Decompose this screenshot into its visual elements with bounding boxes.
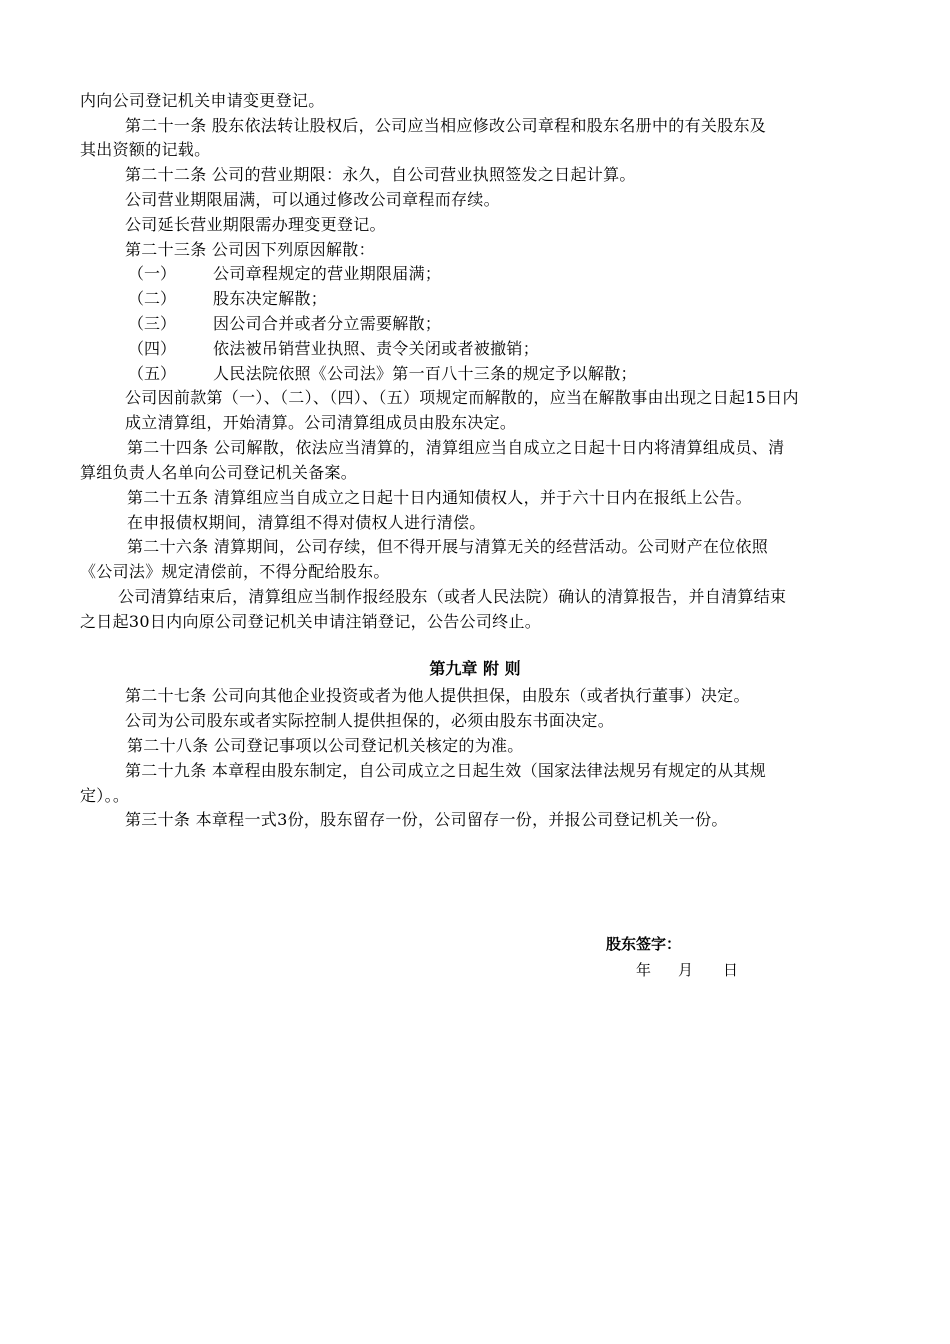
list-marker: （二） — [128, 289, 177, 308]
shareholder-signature-label: 股东签字： — [606, 935, 682, 953]
paragraph-line: 在申报债权期间，清算组不得对债权人进行清偿。 — [127, 513, 486, 532]
paragraph-line: 公司清算结束后，清算组应当制作报经股东（或者人民法院）确认的清算报告，并自清算结束 — [118, 587, 787, 606]
article-21-line: 第二十一条 股东依法转让股权后，公司应当相应修改公司章程和股东名册中的有关股东及 — [125, 116, 767, 135]
list-text: 因公司合并或者分立需要解散； — [213, 314, 442, 333]
paragraph-line: 公司为公司股东或者实际控制人提供担保的，必须由股东书面决定。 — [125, 711, 615, 730]
list-text: 依法被吊销营业执照、责令关闭或者被撤销； — [213, 339, 540, 358]
paragraph-line: 公司因前款第（一）、（二）、（四）、（五）项规定而解散的，应当在解散事由出现之日起15日内 — [125, 388, 799, 407]
list-marker: （四） — [128, 339, 177, 358]
article-28-line: 第二十八条 公司登记事项以公司登记机关核定的为准。 — [127, 736, 524, 755]
list-marker: （三） — [128, 314, 177, 333]
article-23-line: 第二十三条 公司因下列原因解散： — [125, 240, 375, 259]
chapter-heading: 第九章 附 则 — [429, 659, 521, 678]
article-29-continuation: 定）。。 — [80, 786, 130, 805]
list-text: 股东决定解散； — [213, 289, 328, 308]
article-27-line: 第二十七条 公司向其他企业投资或者为他人提供担保，由股东（或者执行董事）决定。 — [125, 686, 750, 705]
paragraph-line: 成立清算组，开始清算。公司清算组成员由股东决定。 — [125, 413, 517, 432]
paragraph-line: 公司营业期限届满，可以通过修改公司章程而存续。 — [125, 190, 500, 209]
paragraph-line: 之日起30日内向原公司登记机关申请注销登记，公告公司终止。 — [80, 612, 542, 631]
paragraph-line: 公司延长营业期限需办理变更登记。 — [125, 215, 386, 234]
article-24-continuation: 算组负责人名单向公司登记机关备案。 — [80, 463, 358, 482]
signature-year: 年 — [636, 961, 652, 979]
article-24-line: 第二十四条 公司解散，依法应当清算的，清算组应当自成立之日起十日内将清算组成员、清 — [127, 438, 785, 457]
article-26-line: 第二十六条 清算期间，公司存续，但不得开展与清算无关的经营活动。公司财产在位依照 — [127, 537, 769, 556]
article-25-line: 第二十五条 清算组应当自成立之日起十日内通知债权人，并于六十日内在报纸上公告。 — [127, 488, 752, 507]
article-29-line: 第二十九条 本章程由股东制定，自公司成立之日起生效（国家法律法规另有规定的从其规 — [125, 761, 767, 780]
article-26-continuation: 《公司法》规定清偿前，不得分配给股东。 — [80, 562, 390, 581]
list-text: 公司章程规定的营业期限届满； — [213, 264, 442, 283]
list-text: 人民法院依照《公司法》第一百八十三条的规定予以解散； — [213, 364, 637, 383]
signature-day: 日 — [723, 961, 739, 979]
paragraph-line: 内向公司登记机关申请变更登记。 — [80, 91, 325, 110]
article-30-line: 第三十条 本章程一式3份，股东留存一份，公司留存一份，并报公司登记机关一份。 — [125, 810, 728, 829]
signature-month: 月 — [678, 961, 694, 979]
article-21-continuation: 其出资额的记载。 — [80, 140, 211, 159]
article-22-line: 第二十二条 公司的营业期限：永久，自公司营业执照签发之日起计算。 — [125, 165, 636, 184]
list-marker: （五） — [128, 364, 177, 383]
list-marker: （一） — [128, 264, 177, 283]
